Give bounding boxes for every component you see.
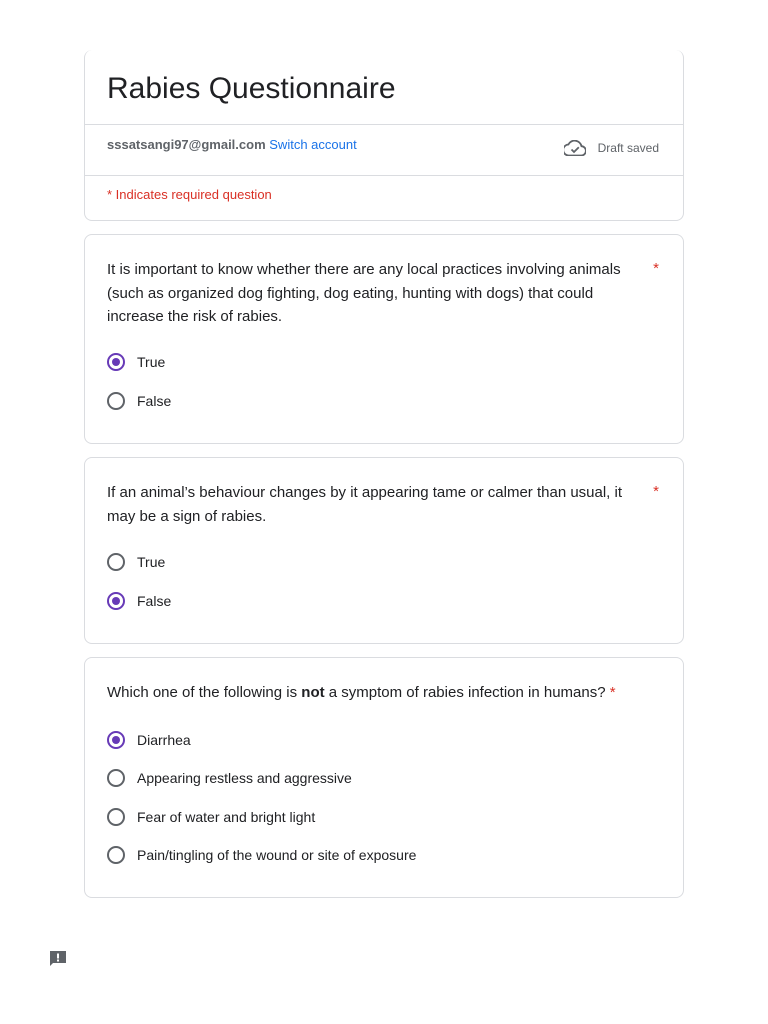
required-star: * (609, 684, 616, 701)
question-text-emphasis: not (301, 684, 325, 701)
question-card-3 (84, 657, 684, 898)
required-star: * (653, 260, 659, 277)
question-text: If an animal’s behaviour changes by it appearing tame or calmer than usual, it may be a sign of rabies. (107, 484, 623, 525)
option-fear-water-light[interactable] (107, 808, 315, 826)
option-label: Pain/tingling of the wound or site of exposure (137, 847, 417, 863)
question-card-2 (84, 457, 684, 644)
option-label: Diarrhea (137, 732, 191, 748)
account-row (107, 137, 357, 152)
option-false[interactable] (107, 592, 171, 610)
cloud-check-icon (564, 140, 586, 156)
option-label: True (137, 554, 166, 570)
radio-button-checked[interactable] (107, 731, 125, 749)
radio-button[interactable] (107, 846, 125, 864)
option-diarrhea[interactable] (107, 731, 191, 749)
account-email: sssatsangi97@gmail.com (107, 137, 266, 152)
question-text (107, 681, 667, 705)
option-false[interactable] (107, 392, 171, 410)
question-text-start: Which one of the following is (107, 684, 302, 701)
radio-button[interactable] (107, 392, 125, 410)
question-text-end: a symptom of rabies infection in humans? (324, 684, 606, 701)
option-label: True (137, 354, 166, 370)
radio-button[interactable] (107, 553, 125, 571)
header-divider-2 (85, 175, 683, 176)
option-label: False (137, 593, 172, 609)
radio-button-checked[interactable] (107, 592, 125, 610)
form-header-card (84, 50, 684, 221)
radio-button-checked[interactable] (107, 353, 125, 371)
radio-button[interactable] (107, 769, 125, 787)
option-true[interactable] (107, 353, 165, 371)
question-card-1 (84, 234, 684, 444)
required-note: * Indicates required question (107, 187, 272, 202)
required-star: * (653, 483, 659, 500)
option-label: Appearing restless and aggressive (137, 770, 352, 786)
option-true[interactable] (107, 553, 165, 571)
header-divider (85, 124, 683, 125)
switch-account-link[interactable]: Switch account (269, 137, 357, 152)
option-label: False (137, 393, 172, 409)
question-text: It is important to know whether there are any local practices involving animals (such as organized dog fighting, dog eating, hunting with dogs) that could increase the risk of rabies. (107, 261, 621, 325)
draft-status (564, 140, 659, 156)
option-restless-aggressive[interactable] (107, 769, 352, 787)
form-title: Rabies Questionnaire (107, 72, 396, 105)
option-label: Fear of water and bright light (137, 809, 316, 825)
draft-status-label: Draft saved (597, 141, 659, 155)
option-pain-tingling[interactable] (107, 846, 416, 864)
radio-button[interactable] (107, 808, 125, 826)
report-feedback-icon[interactable] (48, 949, 68, 969)
